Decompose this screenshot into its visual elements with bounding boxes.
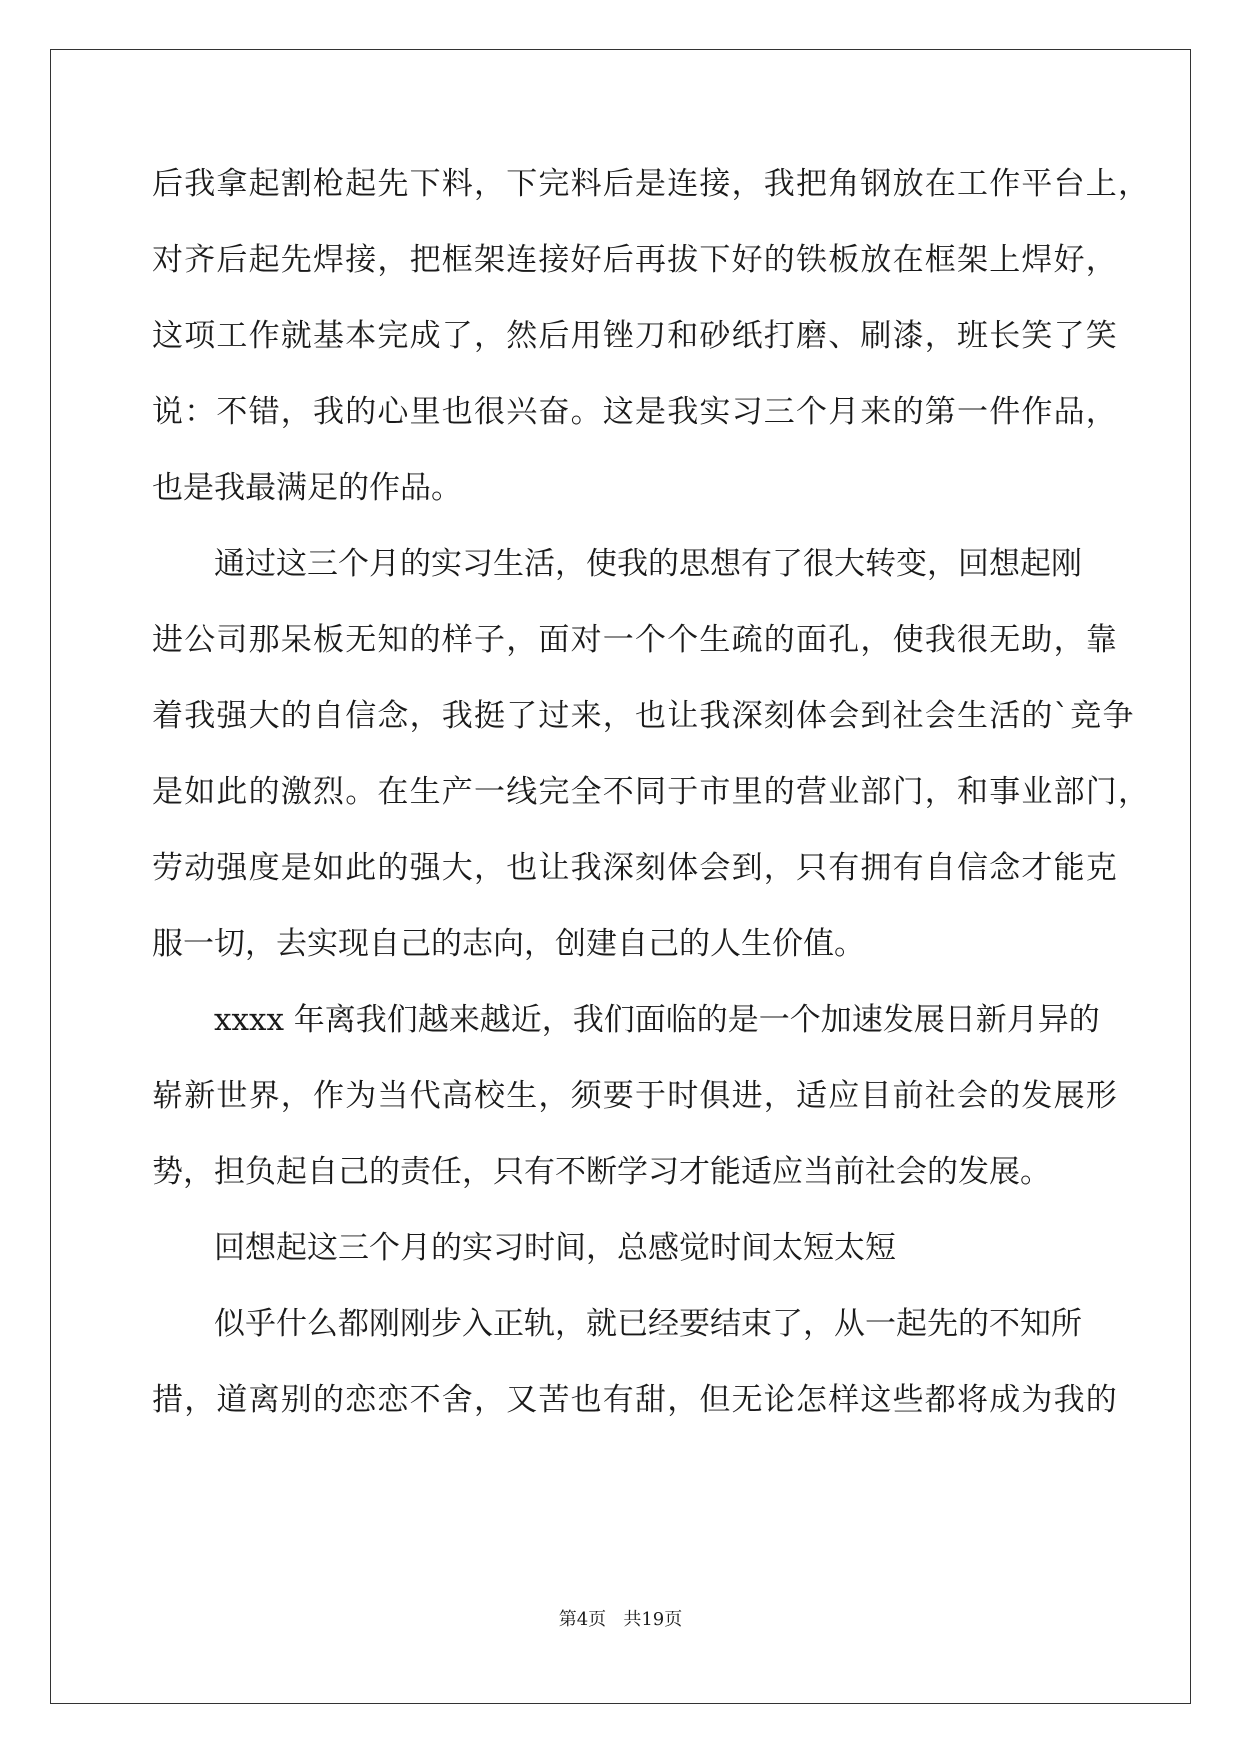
body-line: 对齐后起先焊接，把框架连接好后再拔下好的铁板放在框架上焊好， — [152, 242, 1118, 278]
paragraph-start-line: 回想起这三个月的实习时间，总感觉时间太短太短 — [214, 1230, 896, 1266]
body-line: 说：不错，我的心里也很兴奋。这是我实习三个月来的第一件作品， — [152, 394, 1118, 430]
paragraph-start-line: 通过这三个月的实习生活，使我的思想有了很大转变，回想起刚 — [214, 546, 1082, 582]
body-line: 服一切，去实现自己的志向，创建自己的人生价值。 — [152, 926, 865, 962]
body-line: 是如此的激烈。在生产一线完全不同于市里的营业部门，和事业部门， — [152, 774, 1151, 810]
body-line: 势，担负起自己的责任，只有不断学习才能适应当前社会的发展。 — [152, 1154, 1051, 1190]
body-line: 进公司那呆板无知的样子，面对一个个生疏的面孔，使我很无助，靠 — [152, 622, 1118, 658]
body-line: 措，道离别的恋恋不舍，又苦也有甜，但无论怎样这些都将成为我的 — [152, 1382, 1118, 1418]
paragraph-start-line: 似乎什么都刚刚步入正轨，就已经要结束了，从一起先的不知所 — [214, 1306, 1082, 1342]
paragraph-start-line: xxxx 年离我们越来越近，我们面临的是一个加速发展日新月异的 — [214, 1002, 1100, 1038]
body-line: 劳动强度是如此的强大，也让我深刻体会到，只有拥有自信念才能克 — [152, 850, 1118, 886]
body-line: 也是我最满足的作品。 — [152, 470, 462, 506]
body-line: 后我拿起割枪起先下料，下完料后是连接，我把角钢放在工作平台上， — [152, 166, 1151, 202]
body-line: 崭新世界，作为当代高校生，须要于时俱进，适应目前社会的发展形 — [152, 1078, 1118, 1114]
page-number-footer: 第4页 共19页 — [558, 1609, 683, 1630]
body-line: 着我强大的自信念，我挺了过来，也让我深刻体会到社会生活的`竞争 — [152, 698, 1135, 734]
body-line: 这项工作就基本完成了，然后用锉刀和砂纸打磨、刷漆，班长笑了笑 — [152, 318, 1118, 354]
